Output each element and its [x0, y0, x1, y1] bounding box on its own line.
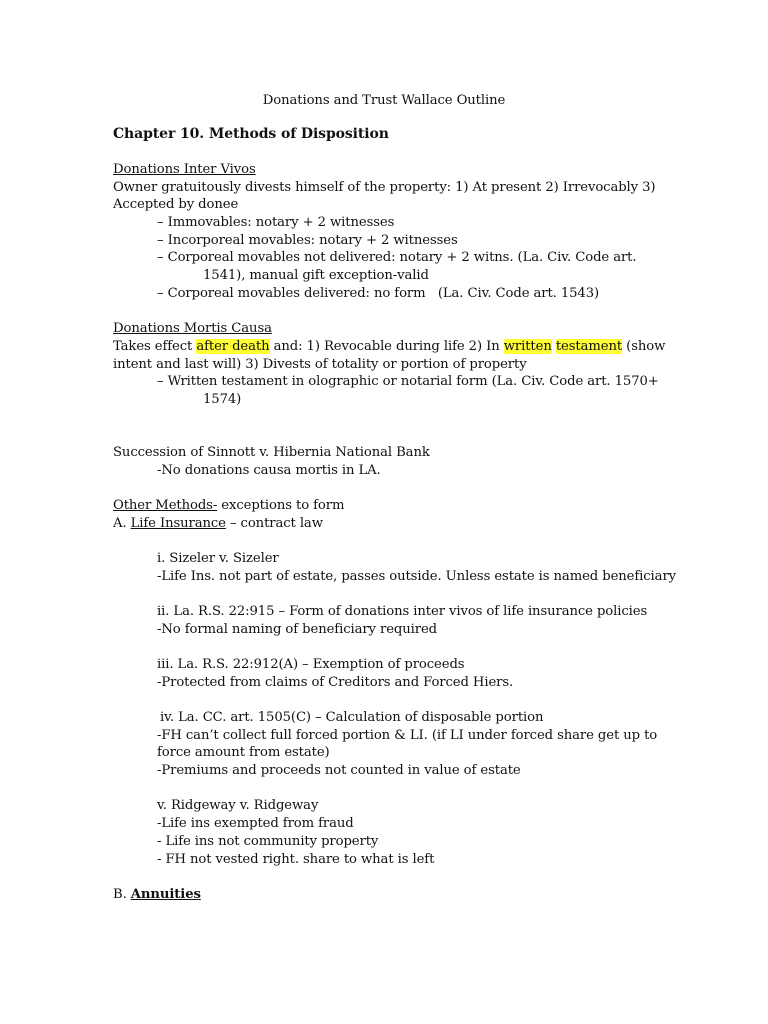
highlight-written: written [503, 339, 552, 354]
inter-vivos-line-1: Owner gratuitously divests himself of the property: 1) At present 2) Irrevocably 3) [113, 180, 656, 195]
case-ridgeway-note-1: -Life ins exempted from fraud [157, 816, 354, 831]
inter-vivos-bullet-immovables: – Immovables: notary + 2 witnesses [157, 215, 395, 230]
article-1505: iv. La. CC. art. 1505(C) – Calculation of disposable portion [160, 710, 544, 725]
highlight-testament: testament [555, 339, 623, 354]
case-sinnott: Succession of Sinnott v. Hibernia National Bank [113, 445, 430, 460]
case-sizeler: i. Sizeler v. Sizeler [157, 551, 279, 566]
case-ridgeway-note-2: - Life ins not community property [157, 834, 379, 849]
mortis-causa-bullet-testament: – Written testament in olographic or notarial form (La. Civ. Code art. 1570+ [157, 374, 659, 389]
mortis-text: and: 1) Revocable during life 2) In [269, 339, 504, 354]
mortis-text: (show [622, 339, 666, 354]
inter-vivos-bullet-corporeal-not-delivered: – Corporeal movables not delivered: notary + 2 witns. (La. Civ. Code art. [157, 250, 637, 265]
article-1505-note-2: force amount from estate) [157, 745, 330, 760]
mortis-text: Takes effect [113, 339, 197, 354]
highlight-after-death: after death [196, 339, 270, 354]
case-sinnott-note: -No donations causa mortis in LA. [157, 463, 381, 478]
article-1505-note-3: -Premiums and proceeds not counted in value of estate [157, 763, 521, 778]
inter-vivos-line-2: Accepted by donee [113, 197, 239, 212]
other-methods-label: Other Methods- [113, 498, 218, 513]
statute-22-915-note: -No formal naming of beneficiary required [157, 622, 438, 637]
case-ridgeway-note-3: - FH not vested right. share to what is left [157, 852, 435, 867]
document-title: Donations and Trust Wallace Outline [262, 93, 506, 108]
inter-vivos-bullet-corporeal-continued: 1541), manual gift exception-valid [203, 268, 429, 283]
mortis-causa-line-1 [113, 338, 665, 356]
annuities-heading [113, 886, 201, 904]
inter-vivos-heading: Donations Inter Vivos [113, 162, 256, 177]
statute-22-912: iii. La. R.S. 22:912(A) – Exemption of proceeds [157, 657, 465, 672]
life-insurance-heading [113, 515, 323, 533]
statute-22-912-note: -Protected from claims of Creditors and Forced Hiers. [157, 675, 514, 690]
list-marker-b: B. [113, 887, 131, 902]
other-methods-rest: exceptions to form [217, 498, 345, 513]
article-1505-note-1: -FH can’t collect full forced portion & LI. (if LI under forced share get up to [157, 728, 658, 743]
inter-vivos-bullet-incorporeal: – Incorporeal movables: notary + 2 witnesses [157, 233, 458, 248]
life-insurance-rest: – contract law [225, 516, 323, 531]
life-insurance-label: Life Insurance [130, 516, 226, 531]
mortis-causa-line-2: intent and last will) 3) Divests of totality or portion of property [113, 357, 527, 372]
mortis-causa-heading: Donations Mortis Causa [113, 321, 272, 336]
mortis-causa-bullet-continued: 1574) [203, 392, 242, 407]
case-sizeler-note: -Life Ins. not part of estate, passes outside. Unless estate is named beneficiary [157, 569, 676, 584]
statute-22-915: ii. La. R.S. 22:915 – Form of donations inter vivos of life insurance policies [157, 604, 648, 619]
annuities-label: Annuities [130, 887, 201, 902]
inter-vivos-bullet-corporeal-delivered: – Corporeal movables delivered: no form (La. Civ. Code art. 1543) [157, 286, 600, 301]
chapter-heading: Chapter 10. Methods of Disposition [113, 126, 389, 142]
case-ridgeway: v. Ridgeway v. Ridgeway [157, 798, 319, 813]
list-marker-a: A. [113, 516, 131, 531]
other-methods-heading [113, 497, 344, 515]
